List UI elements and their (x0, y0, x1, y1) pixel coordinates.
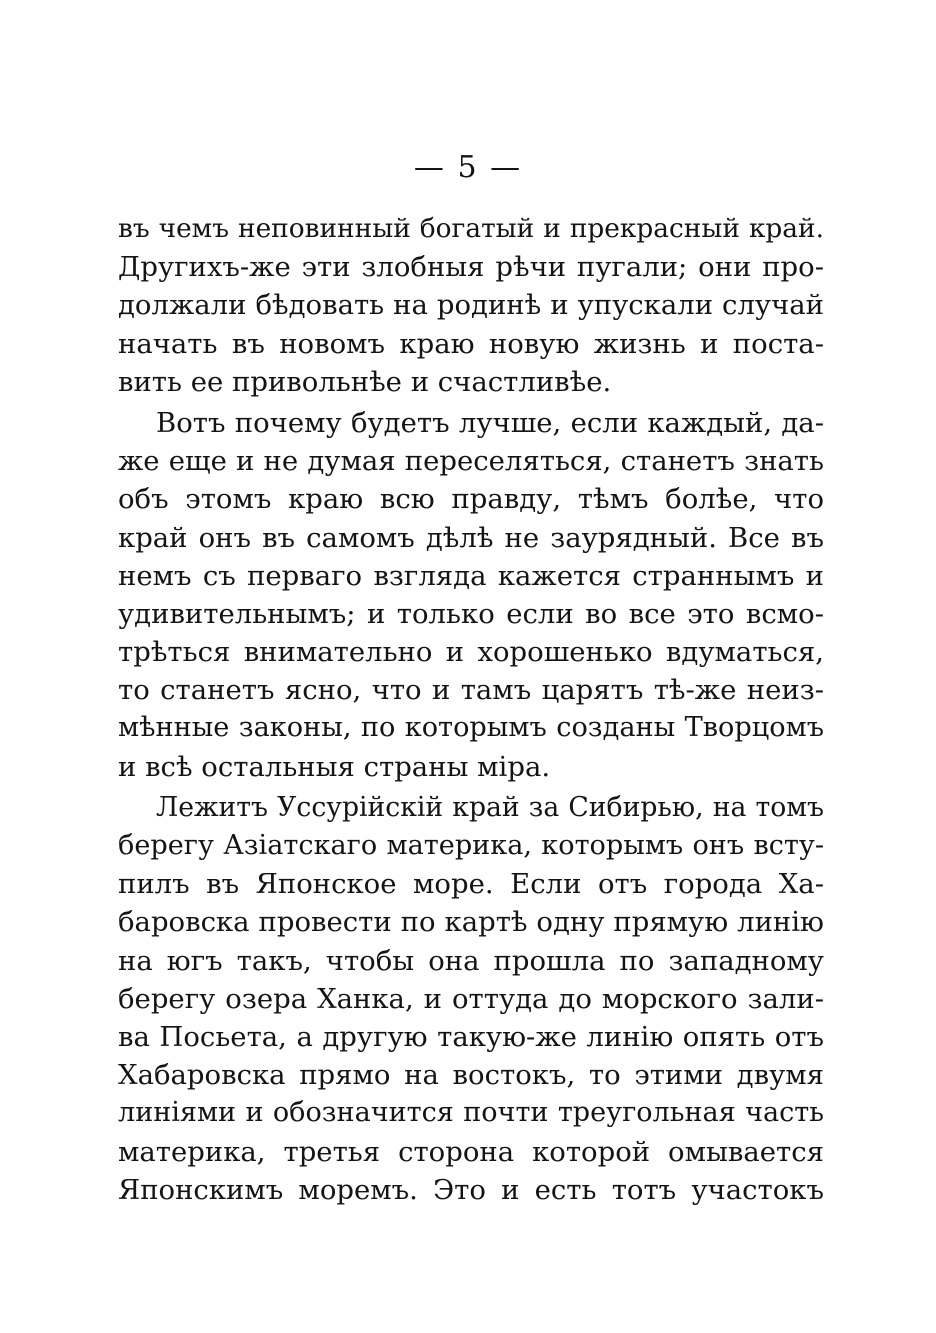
text-line: ва Посьета, а другую такую-же линію опять отъ (118, 1020, 824, 1053)
text-line: мѣнные законы, по которымъ созданы Творцомъ (118, 712, 824, 744)
text-line: Лежитъ Уссурійскій край за Сибирью, на томъ (156, 791, 824, 823)
text-line: начать въ новомъ краю новую жизнь и поста- (118, 327, 824, 360)
text-line: трѣться внимательно и хорошенько вдуматься, (118, 636, 824, 669)
text-line: немъ съ перваго взгляда кажется страннымъ и (118, 559, 824, 592)
text-line: Вотъ почему будетъ лучше, если каждый, да- (156, 406, 824, 439)
text-line: Японскимъ моремъ. Это и есть тотъ участокъ (118, 1173, 824, 1206)
text-line: на югъ такъ, чтобы она прошла по западному (118, 944, 824, 977)
text-line: въ чемъ неповинный богатый и прекрасный край. (118, 214, 824, 244)
text-line: материка, третья сторона которой омывается (118, 1135, 824, 1168)
paragraph-2 (118, 404, 824, 786)
text-line: баровска провести по картѣ одну прямую линію (118, 906, 824, 939)
text-line: объ этомъ краю всю правду, тѣмъ болѣе, что (118, 483, 824, 516)
text-line: линіями и обозначится почти треугольная часть (118, 1097, 824, 1129)
text-line: то станетъ ясно, что и тамъ царятъ тѣ-же неиз- (118, 674, 824, 707)
text-line: и всѣ остальныя страны міра. (118, 750, 551, 783)
text-line: Хабаровска прямо на востокъ, то этими двумя (118, 1059, 824, 1092)
text-line: берегу Азіатскаго материка, которымъ онъ всту- (118, 830, 824, 861)
text-line: вить ее привольнѣе и счастливѣе. (118, 365, 612, 398)
body-text (118, 210, 824, 1209)
text-line: край онъ въ самомъ дѣлѣ не заурядный. Все въ (118, 521, 824, 554)
text-line: берегу озера Ханка, и оттуда до морского зали- (118, 982, 824, 1015)
text-line: Другихъ-же эти злобныя рѣчи пугали; они про- (118, 251, 824, 284)
paragraph-1 (118, 210, 824, 401)
text-line: удивительнымъ; и только если во все это всмо- (118, 597, 824, 630)
text-line: должали бѣдовать на родинѣ и упускали случай (118, 289, 824, 322)
text-line: же еще и не думая переселяться, станетъ знать (118, 445, 824, 478)
text-line: пилъ въ Японское море. Если отъ города Ха- (118, 868, 824, 901)
paragraph-3 (118, 789, 824, 1209)
page-number: — 5 — (413, 150, 523, 185)
